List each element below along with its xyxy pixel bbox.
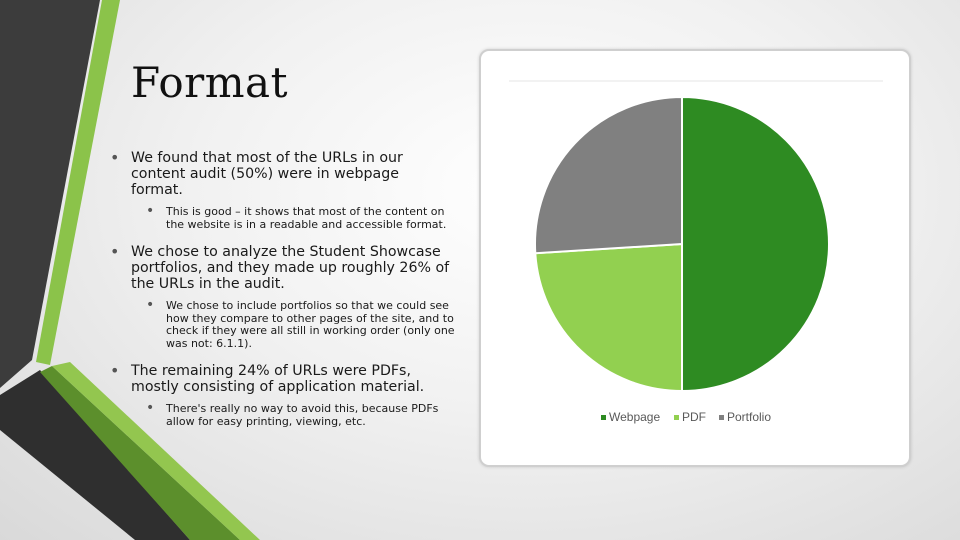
pie-slice-pdf bbox=[535, 244, 682, 391]
pie-slice-portfolio bbox=[535, 97, 682, 253]
sub-bullet-point: • We chose to include portfolios so that we could see how they compare to other pages of the site, and to check if they were all still in working order (only one was not: 6.1.1). bbox=[146, 300, 455, 350]
legend-label-portfolio: Portfolio bbox=[727, 410, 772, 424]
pie-chart-container bbox=[479, 49, 911, 467]
bullet-point: • We found that most of the URLs in our content audit (50%) were in webpage format. bbox=[110, 150, 455, 198]
chart-legend bbox=[601, 410, 771, 424]
sub-bullet-point: • This is good – it shows that most of the content on the website is in a readable and accessible format. bbox=[146, 206, 455, 231]
bullet-point: • We chose to analyze the Student Showcase portfolios, and they made up roughly 26% of the URLs in the audit. bbox=[110, 244, 455, 292]
bullet-group bbox=[110, 150, 455, 231]
bullet-point: • The remaining 24% of URLs were PDFs, mostly consisting of application material. bbox=[110, 363, 455, 395]
bullet-group bbox=[110, 244, 455, 350]
sub-bullet-point: • There's really no way to avoid this, because PDFs allow for easy printing, viewing, etc. bbox=[146, 403, 455, 428]
legend-label-webpage: Webpage bbox=[609, 410, 661, 424]
pie-chart bbox=[481, 51, 909, 465]
legend-swatch-webpage bbox=[601, 415, 606, 420]
legend-swatch-portfolio bbox=[719, 415, 724, 420]
slide-title: Format bbox=[131, 58, 288, 107]
pie-slice-webpage bbox=[682, 97, 829, 391]
bullet-group bbox=[110, 363, 455, 428]
bullet-list bbox=[110, 150, 455, 441]
legend-swatch-pdf bbox=[674, 415, 679, 420]
legend-label-pdf: PDF bbox=[682, 410, 706, 424]
pie-slices bbox=[535, 97, 829, 391]
